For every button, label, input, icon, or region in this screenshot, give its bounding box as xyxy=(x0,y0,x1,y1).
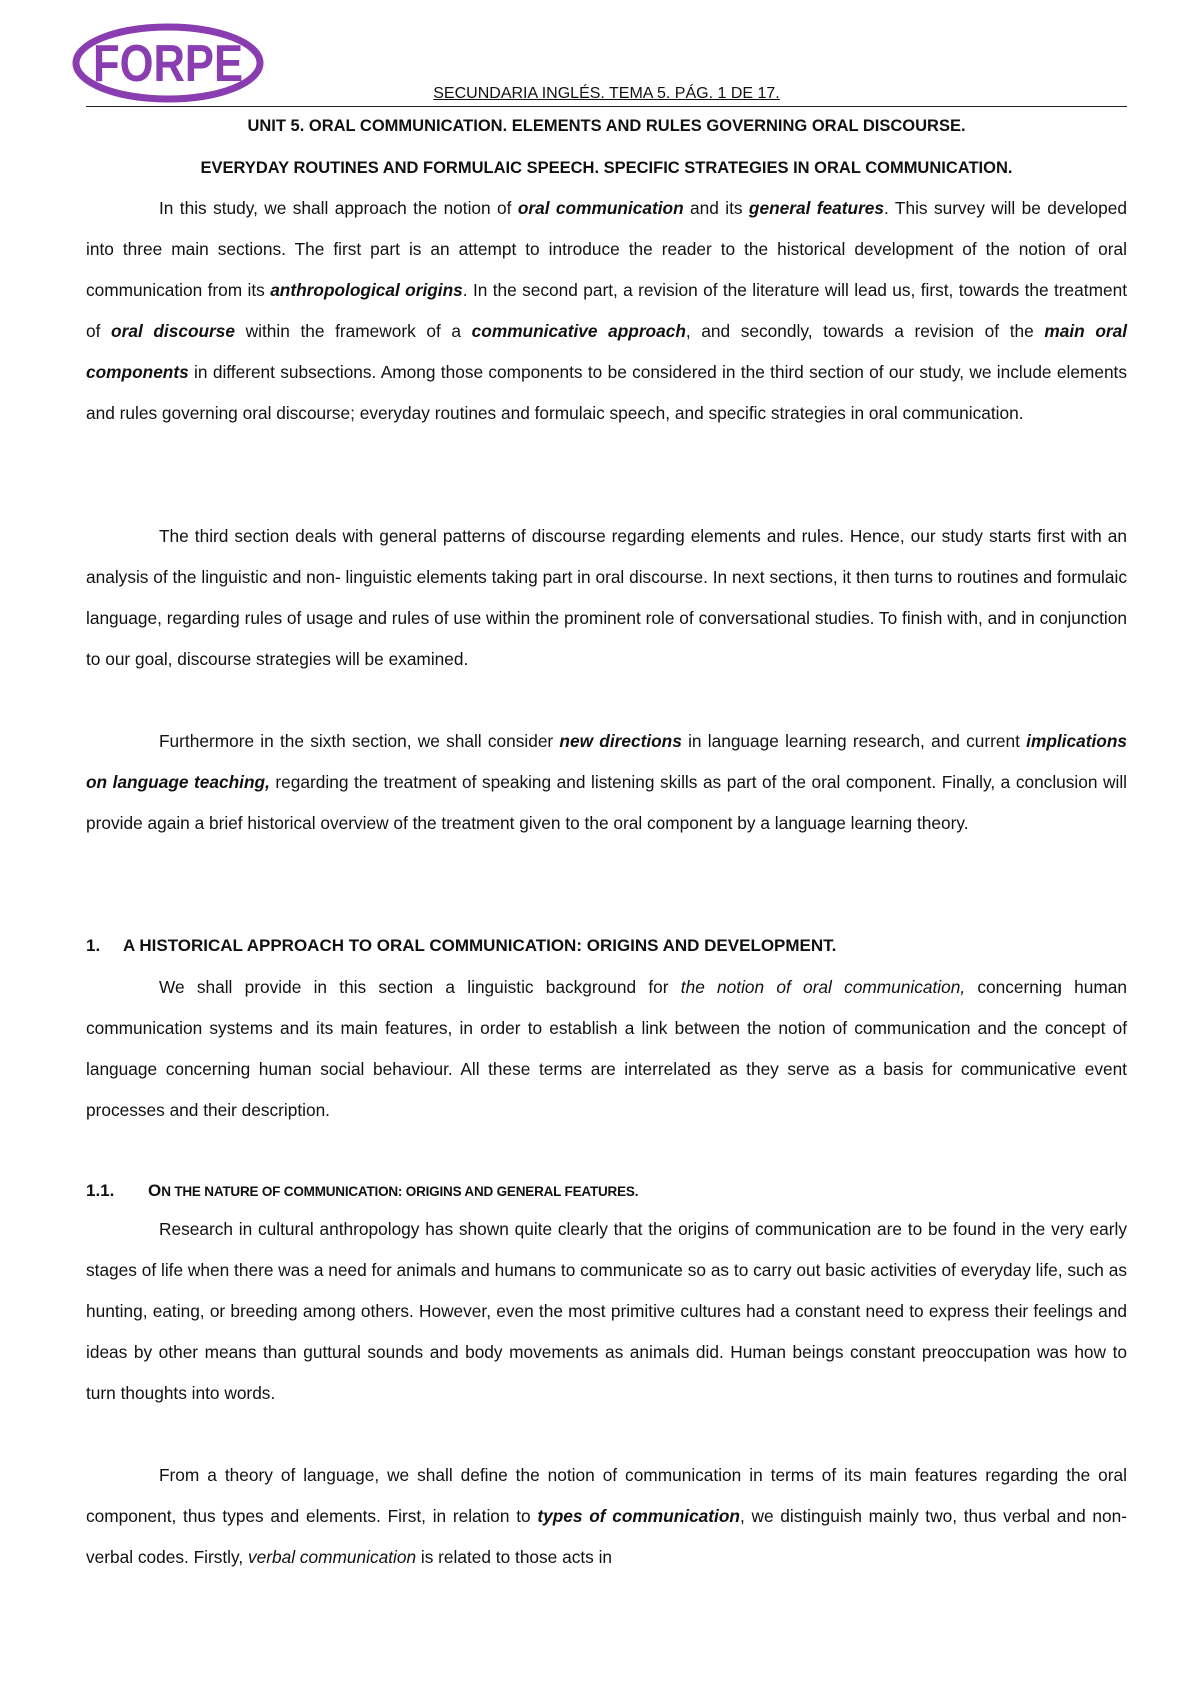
running-header: SECUNDARIA INGLÉS. TEMA 5. PÁG. 1 DE 17. xyxy=(86,84,1127,107)
section-1-1-paragraph-2: From a theory of language, we shall define the notion of communication in terms of its main features regarding the oral component, thus types and elements. First, in relation to types of communication, we distinguish mainly two, thus verbal and non-verbal codes. Firstly, verbal communication is related to those acts in xyxy=(86,1465,1127,1567)
section-number: 1. xyxy=(86,936,101,955)
section-1-paragraph-1: We shall provide in this section a linguistic background for the notion of oral communication, concerning human communication systems and its main features, in order to establish a link between the notion of communication and the concept of language concerning human social behaviour. All these terms are interrelated as they serve as a basis for communicative event processes and their description. xyxy=(86,977,1128,1120)
unit-title-line1: UNIT 5. ORAL COMMUNICATION. ELEMENTS AND RULES GOVERNING ORAL DISCOURSE. xyxy=(247,117,966,135)
logo-text: FORPE xyxy=(93,35,243,93)
section-1-1-paragraph-1: Research in cultural anthropology has shown quite clearly that the origins of communication are to be found in the very early stages of life when there was a need for animals and humans to communicate so as to carry out basic activities of everyday life, such as hunting, eating, or breeding among others. However, even the most primitive cultures had a constant need to express their feelings and ideas by other means than guttural sounds and body movements as animals did. Human beings constant preoccupation was how to turn thoughts into words. xyxy=(86,1219,1127,1403)
unit-title-line2: EVERYDAY ROUTINES AND FORMULAIC SPEECH. SPECIFIC STRATEGIES IN ORAL COMMUNICATION. xyxy=(200,159,1013,177)
section-1-1-heading: 1.1. ON THE NATURE OF COMMUNICATION: ORIGINS AND GENERAL FEATURES. xyxy=(86,1181,639,1200)
intro-paragraph-3: Furthermore in the sixth section, we shall consider new directions in language learning research, and current implications on language teaching, regarding the treatment of speaking and listening skills as part of the oral component. Finally, a conclusion will provide again a brief historical overview of the treatment given to the oral component by a language learning theory. xyxy=(86,731,1127,833)
section-1-heading xyxy=(86,935,1127,957)
section-title: A HISTORICAL APPROACH TO ORAL COMMUNICATION: ORIGINS AND DEVELOPMENT. xyxy=(123,936,837,955)
section-number: 1.1. xyxy=(86,1181,115,1200)
intro-paragraph-1: In this study, we shall approach the notion of oral communication and its general features. This survey will be developed into three main sections. The first part is an attempt to introduce the reader to the historical development of the notion of oral communication from its anthropological origins. In the second part, a revision of the literature will lead us, first, towards the treatment of oral discourse within the framework of a communicative approach, and secondly, towards a revision of the main oral components in different subsections. Among those components to be considered in the third section of our study, we include elements and rules governing oral discourse; everyday routines and formulaic speech, and specific strategies in oral communication. xyxy=(86,198,1128,423)
intro-paragraph-2: The third section deals with general patterns of discourse regarding elements and rules. Hence, our study starts first with an analysis of the linguistic and non- linguistic elements taking part in oral discourse. In next sections, it then turns to routines and formulaic language, regarding rules of usage and rules of use within the prominent role of conversational studies. To finish with, and in conjunction to our goal, discourse strategies will be examined. xyxy=(86,526,1127,669)
